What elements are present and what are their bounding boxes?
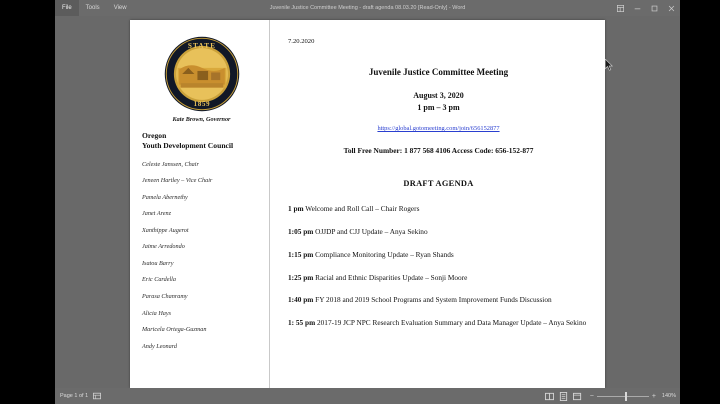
title-bar	[55, 0, 680, 16]
menu-item-file[interactable]: File	[55, 0, 79, 16]
restore-icon[interactable]	[646, 0, 663, 16]
letterhead-sidebar	[130, 20, 270, 388]
document-canvas[interactable]	[55, 16, 680, 388]
proofing-errors-icon[interactable]	[93, 392, 101, 400]
agenda-item-time: 1:15 pm	[288, 249, 314, 259]
agenda-item-text: 2017-19 JCP NPC Research Evaluation Summary and Data Manager Update – Anya Sekino	[315, 318, 587, 328]
member-item: Jeneen Hartley – Vice Chair	[142, 177, 213, 185]
letterbox-right	[680, 0, 720, 404]
agenda-item-text: Compliance Monitoring Update – Ryan Shands	[313, 249, 454, 259]
agenda-item	[288, 295, 589, 305]
member-item: Maricela Ortega-Guzman	[142, 326, 207, 334]
menu-item-view[interactable]: View	[113, 5, 127, 11]
agenda-item	[288, 273, 589, 283]
member-item: Celeste Janssen, Chair	[142, 160, 199, 168]
member-item: Janet Arenz	[142, 210, 172, 218]
agenda-item-time: 1:40 pm	[288, 295, 314, 305]
zoom-control	[590, 393, 676, 400]
oregon-state-seal-icon	[164, 36, 240, 112]
agenda-item	[288, 227, 589, 237]
member-item: Alicia Hays	[142, 309, 172, 317]
org-name	[142, 131, 261, 152]
print-layout-icon[interactable]	[559, 391, 569, 401]
org-name-line2: Youth Development Council	[142, 141, 234, 151]
document-date: 7.20.2020	[288, 38, 315, 45]
menu-bar	[55, 0, 134, 16]
member-item: Jaime Arredondo	[142, 243, 185, 251]
document-page	[130, 20, 605, 388]
meeting-time: 1 pm – 3 pm	[417, 103, 460, 112]
document-body	[270, 20, 605, 388]
word-window	[55, 0, 680, 404]
member-item: Pamela Abernethy	[142, 193, 188, 201]
document-heading: Juvenile Justice Committee Meeting	[368, 67, 509, 77]
status-bar	[55, 388, 680, 404]
zoom-out-button[interactable]: −	[589, 392, 594, 400]
meeting-link[interactable]: https://global.gotomeeting.com/join/656152877	[377, 125, 500, 132]
svg-text:1859: 1859	[193, 100, 210, 108]
read-mode-icon[interactable]	[545, 391, 555, 401]
agenda-item-time: 1 pm	[288, 204, 304, 213]
member-item: Eric Cardella	[142, 276, 176, 284]
member-item: Isatou Barry	[142, 259, 174, 267]
page-indicator[interactable]: Page 1 of 1	[60, 393, 89, 399]
member-item: Parasa Chanramy	[142, 293, 188, 300]
agenda-item-time: 1:25 pm	[288, 272, 314, 282]
toll-free-line: Toll Free Number: 1 877 568 4106 Access Code: 656-152-877	[343, 146, 534, 155]
agenda-item-text: Welcome and Roll Call – Chair Rogers	[303, 204, 420, 213]
web-layout-icon[interactable]	[573, 391, 583, 401]
agenda-item-time: 1: 55 pm	[288, 318, 316, 328]
svg-text:STATE: STATE	[187, 42, 216, 51]
mouse-cursor-icon	[605, 59, 615, 72]
status-bar-left	[55, 392, 101, 400]
member-item: Xanthippe Augerot	[142, 226, 189, 234]
minimize-icon[interactable]	[629, 0, 646, 16]
meeting-date: August 3, 2020	[413, 91, 464, 100]
org-name-line1: Oregon	[142, 131, 167, 140]
agenda-item	[288, 204, 589, 214]
window-title: Juvenile Justice Committee Meeting - draft agenda 08.03.20 [Read-Only] - Word	[269, 5, 466, 11]
zoom-slider-thumb[interactable]	[625, 392, 627, 401]
agenda-item-text: Racial and Ethnic Disparities Update – Sonji Moore	[313, 272, 468, 282]
agenda-item-text: OJJDP and CJJ Update – Anya Sekino	[313, 226, 428, 236]
governor-line: Kate Brown, Governor	[172, 116, 231, 123]
agenda-item	[288, 318, 589, 328]
zoom-in-button[interactable]: +	[651, 392, 656, 400]
zoom-level[interactable]: 140%	[661, 393, 676, 399]
agenda-item-time: 1:05 pm	[288, 226, 314, 236]
member-item: Andy Leonard	[142, 342, 178, 350]
agenda-item-text: FY 2018 and 2019 School Programs and System Improvement Funds Discussion	[313, 295, 552, 305]
agenda-item	[288, 250, 589, 260]
zoom-slider[interactable]	[597, 396, 649, 397]
status-bar-right	[545, 388, 676, 404]
ribbon-display-options-icon[interactable]	[612, 0, 629, 16]
menu-item-tools[interactable]: Tools	[85, 5, 100, 11]
seal-container	[142, 36, 261, 112]
close-icon[interactable]	[663, 0, 680, 16]
letterbox-left	[0, 0, 55, 404]
agenda-title: DRAFT AGENDA	[403, 179, 474, 188]
window-controls	[612, 0, 680, 16]
